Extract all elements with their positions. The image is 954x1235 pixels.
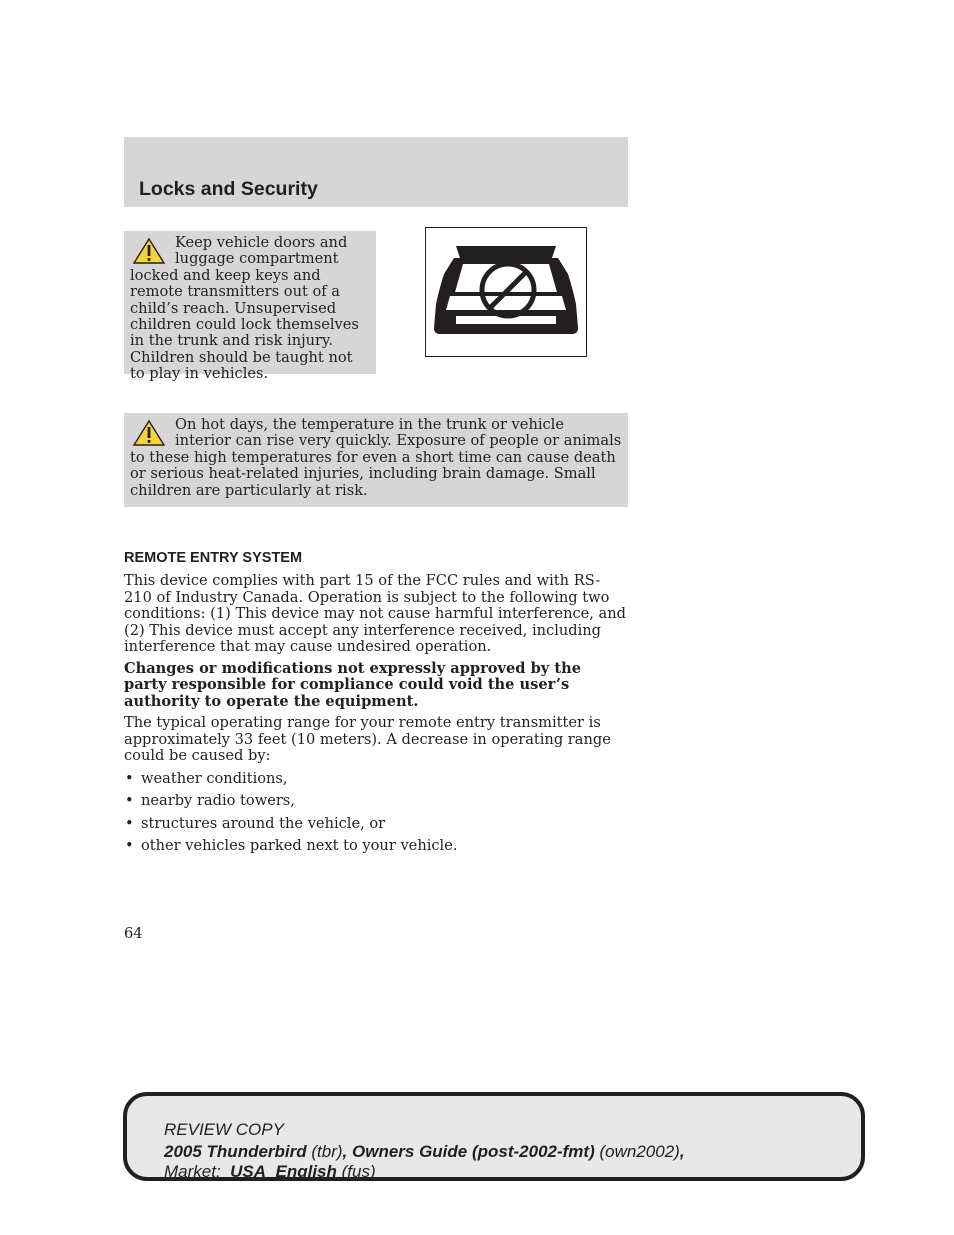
warning-text: On hot days, the temperature in the trunk or vehicle interior can rise very quickly. Exposure of people or animals to these high temperatures for even a short time can cause death or serious heat-related injuries, including brain damage. Small children are particularly at risk. bbox=[130, 416, 622, 499]
footer-model-code: (tbr) bbox=[311, 1142, 343, 1161]
list-item: • structures around the vehicle, or bbox=[125, 814, 386, 832]
bullet-icon: • bbox=[125, 769, 134, 787]
footer-document-line bbox=[164, 1142, 685, 1161]
warning-text: Keep vehicle doors and luggage compartment locked and keep keys and remote transmitters out of a child’s reach. Unsupervised children could lock themselves in the trunk and risk injury. Children should be taught not to play in vehicles. bbox=[130, 234, 359, 383]
modifications-warning-paragraph: Changes or modifications not expressly approved by the party responsible for compliance could void the user’s authority to operate the equipment. bbox=[124, 659, 581, 710]
warning-icon bbox=[132, 237, 166, 265]
warning-box-heat bbox=[124, 413, 628, 507]
bullet-icon: • bbox=[125, 814, 134, 832]
list-item: • nearby radio towers, bbox=[125, 792, 295, 809]
section-header bbox=[124, 137, 628, 207]
fcc-compliance-paragraph: This device complies with part 15 of the FCC rules and with RS-210 of Industry Canada. Operation is subject to the following two conditions: (1) This device may not cause harmful interference, and (2) This device must accept any interference received, including interference that may cause undesired operation. bbox=[124, 572, 627, 655]
footer-market: USA_English bbox=[230, 1162, 337, 1181]
operating-range-paragraph: The typical operating range for your remote entry transmitter is approximately 33 feet (10 meters). A decrease in operating range could be caused by: bbox=[124, 714, 611, 764]
section-title: Locks and Security bbox=[139, 178, 318, 200]
no-children-in-trunk-icon bbox=[426, 228, 586, 356]
footer-market-code: (fus) bbox=[341, 1162, 376, 1181]
remote-entry-section bbox=[124, 549, 628, 861]
list-item: • weather conditions, bbox=[125, 769, 288, 787]
trunk-illustration bbox=[425, 227, 587, 357]
review-copy-label: REVIEW COPY bbox=[164, 1120, 284, 1139]
footer-guide-code: (own2002) bbox=[599, 1142, 680, 1161]
range-factors-list bbox=[124, 771, 628, 855]
page-number: 64 bbox=[124, 925, 143, 942]
footer-market-label: Market: bbox=[164, 1162, 221, 1181]
bullet-icon: • bbox=[125, 837, 134, 854]
list-item: • other vehicles parked next to your vehicle. bbox=[125, 837, 458, 854]
bullet-icon: • bbox=[125, 792, 134, 809]
footer-model: 2005 Thunderbird bbox=[164, 1142, 307, 1161]
remote-entry-heading: REMOTE ENTRY SYSTEM bbox=[124, 550, 303, 566]
footer-market-line bbox=[164, 1162, 376, 1181]
footer-guide: , Owners Guide (post-2002-fmt) bbox=[342, 1142, 595, 1161]
warning-icon bbox=[132, 419, 166, 447]
footer-comma: , bbox=[679, 1142, 685, 1161]
review-copy-footer bbox=[123, 1092, 865, 1181]
warning-box-children bbox=[124, 231, 376, 383]
